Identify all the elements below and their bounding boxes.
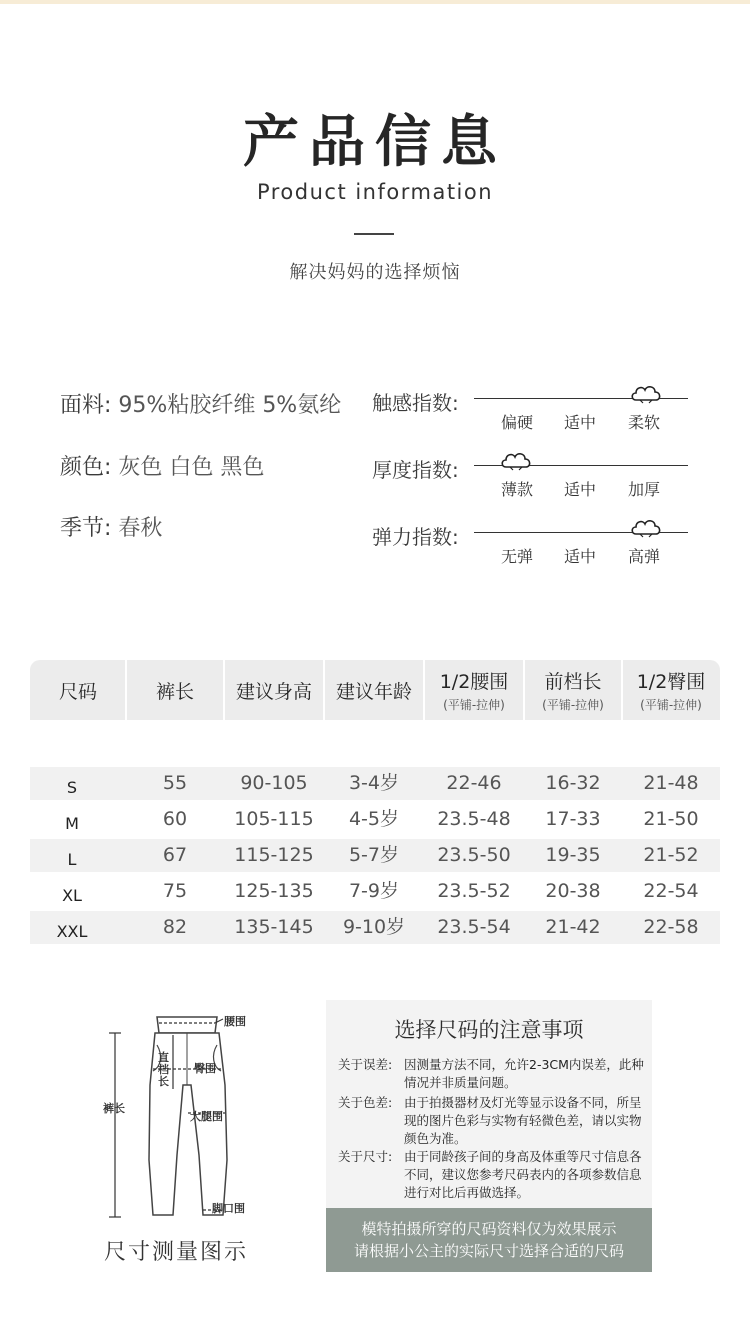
thickness-option-thick: 加厚 — [627, 480, 660, 499]
touch-index-label: 触感指数: — [372, 391, 459, 415]
size-notes-title: 选择尺码的注意事项 — [394, 1018, 584, 1042]
note-color-diff: 关于色差: 由于拍摄器材及灯光等显示设备不同，所呈现的图片色彩与实物有轻微色差，请以实物颜色为准。 — [338, 1095, 642, 1146]
diagram-label-thigh: 大腿围 — [190, 1110, 223, 1123]
spec-fabric-value: 95%粘胶纤维 5%氨纶 — [118, 393, 342, 418]
thickness-index-label: 厚度指数: — [372, 458, 459, 482]
cotton-indicator-icon — [630, 518, 662, 538]
tagline: 解决妈妈的选择烦恼 — [289, 262, 461, 283]
header-waist: 1/2腰围 (平铺-拉伸) — [439, 671, 509, 712]
table-spacer — [30, 720, 720, 766]
top-accent-bar — [0, 0, 750, 4]
spec-color-value: 灰色 白色 黑色 — [118, 455, 265, 480]
elasticity-index-label: 弹力指数: — [372, 525, 459, 549]
header-rise: 前档长 (平铺-拉伸) — [542, 671, 604, 712]
diagram-label-length: 裤长 — [103, 1102, 125, 1115]
table-row: M 60 105-115 4-5岁 23.5-48 17-33 21-50 — [65, 808, 699, 833]
cotton-indicator-icon — [500, 451, 532, 471]
spec-season — [60, 511, 162, 542]
note-size: 关于尺寸: 由于同龄孩子间的身高及体重等尺寸信息各不同，建议您参考尺码表内的各项参数信息进行对比后再做选择。 — [338, 1149, 642, 1200]
diagram-label-hem: 脚口围 — [212, 1202, 245, 1215]
thickness-option-thin: 薄款 — [500, 480, 533, 499]
touch-option-medium: 适中 — [563, 413, 596, 432]
note-error: 关于误差: 因测量方法不同，允许2-3CM内误差，此种情况并非质量问题。 — [338, 1057, 644, 1090]
spec-fabric-label: 面料: — [60, 393, 112, 418]
elasticity-option-none: 无弹 — [500, 547, 533, 566]
banner-line-2: 请根据小公主的实际尺寸选择合适的尺码 — [353, 1242, 624, 1260]
table-row: L 67 115-125 5-7岁 23.5-50 19-35 21-52 — [30, 839, 720, 872]
pants-measurement-diagram — [95, 1005, 270, 1230]
table-row: XL 75 125-135 7-9岁 23.5-52 20-38 22-54 — [62, 880, 699, 905]
thickness-option-medium: 适中 — [563, 480, 596, 499]
header-size: 尺码 — [58, 680, 97, 703]
diagram-label-hip: 臀围 — [194, 1062, 216, 1075]
touch-option-soft: 柔软 — [627, 413, 660, 432]
cotton-indicator-icon — [630, 384, 662, 404]
banner-line-1: 模特拍摄所穿的尺码资料仅为效果展示 — [361, 1220, 617, 1238]
header-length: 裤长 — [155, 680, 194, 703]
page-subtitle: Product information — [256, 180, 494, 204]
size-table-header — [30, 660, 720, 720]
header-age: 建议年龄 — [335, 680, 412, 703]
page-title: 产品信息 — [243, 110, 507, 175]
notes-banner-text — [326, 1218, 652, 1262]
diagram-caption: 尺寸测量图示 — [104, 1240, 249, 1265]
spec-season-label: 季节: — [60, 516, 112, 541]
spec-fabric — [60, 388, 341, 419]
header-hip: 1/2臀围 (平铺-拉伸) — [636, 671, 706, 712]
spec-color — [60, 450, 264, 481]
touch-option-hard: 偏硬 — [500, 413, 533, 432]
spec-color-label: 颜色: — [60, 455, 112, 480]
diagram-label-rise: 直档长 — [158, 1051, 169, 1088]
table-row: S 55 90-105 3-4岁 22-46 16-32 21-48 — [30, 767, 720, 800]
elasticity-option-medium: 适中 — [563, 547, 596, 566]
title-divider — [354, 233, 394, 235]
diagram-label-waist: 腰围 — [224, 1015, 246, 1028]
elasticity-option-high: 高弹 — [627, 547, 660, 566]
spec-season-value: 春秋 — [118, 516, 163, 541]
header-height: 建议身高 — [235, 680, 312, 703]
table-row: XXL 82 135-145 9-10岁 23.5-54 21-42 22-58 — [30, 911, 720, 944]
